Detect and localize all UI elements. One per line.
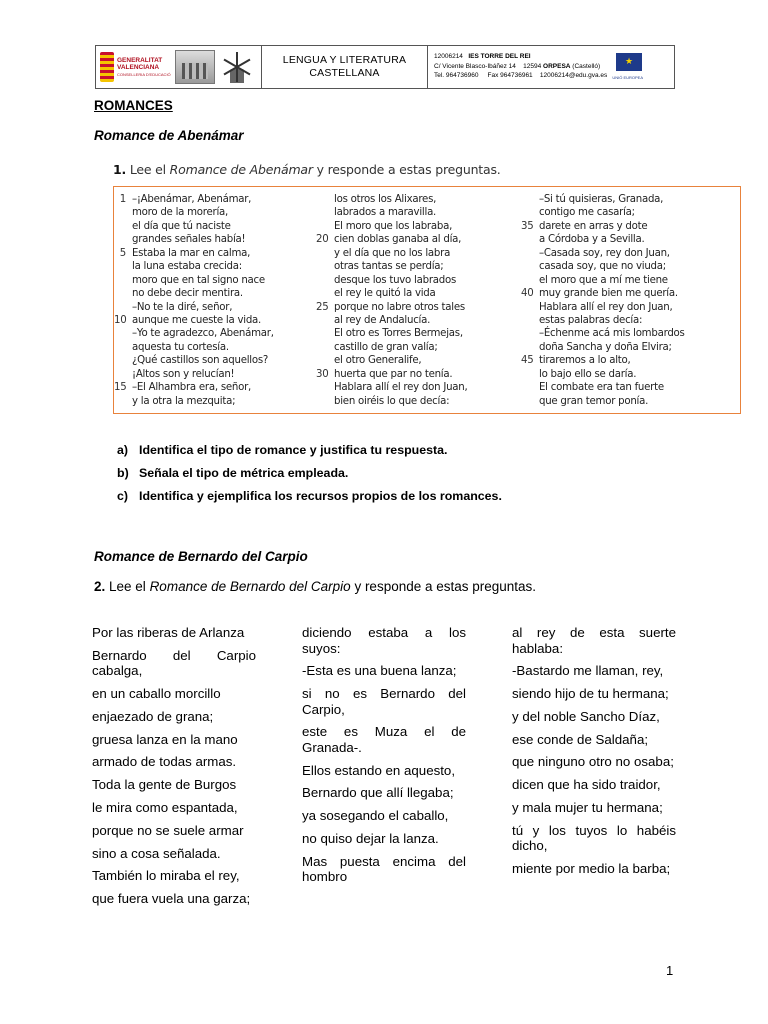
poem-verse: gruesa lanza en la mano: [92, 731, 238, 747]
line-text: el otro Generalife,: [334, 355, 422, 367]
city: ORPESA: [543, 62, 571, 70]
subject-title-line2: CASTELLANA: [309, 67, 380, 79]
poem-verse: si no es Bernardo del Carpio,: [302, 686, 466, 717]
line-number: 45: [521, 355, 534, 367]
line-number: [521, 193, 539, 206]
poem-verse: Toda la gente de Burgos: [92, 777, 237, 793]
question-2-intro: [94, 579, 536, 594]
poem-column-1: [114, 193, 274, 408]
line-number: 5: [119, 247, 126, 259]
poem-verse: Mas puesta encima del hombro: [302, 853, 466, 885]
line-number: [521, 341, 539, 354]
document-header: [95, 45, 675, 89]
question-list: [117, 443, 502, 512]
line-number: [316, 260, 334, 273]
line-text: doña Sancha y doña Elvira;: [539, 341, 672, 353]
line-number: 35: [521, 220, 534, 232]
q2-title: Romance de Bernardo del Carpio: [149, 579, 351, 594]
question-letter: a): [117, 443, 129, 457]
poem-verse: Bernardo que allí llegaba;: [302, 785, 454, 801]
question-text: Señala el tipo de métrica empleada.: [139, 466, 349, 480]
line-number: [114, 395, 132, 408]
poem-verse: no quiso dejar la lanza.: [302, 831, 439, 847]
line-text: los otros los Alixares,: [334, 194, 437, 205]
line-number: [521, 368, 539, 381]
line-text: que gran temor ponía.: [539, 395, 649, 407]
poem-line: [521, 327, 685, 340]
poem-line: [316, 327, 467, 340]
line-number: [521, 233, 539, 246]
poem-line: [521, 395, 685, 408]
line-number: [521, 206, 539, 219]
poem-verse: -Esta es una buena lanza;: [302, 663, 457, 679]
poem-line: [316, 341, 467, 354]
line-text: muy grande bien me quería.: [539, 288, 678, 300]
school-name: IES TORRE DEL REI: [468, 53, 531, 60]
line-number: [316, 314, 334, 327]
poem-line: [114, 233, 274, 246]
school-code: 12006214: [434, 53, 463, 60]
school-info: [428, 46, 674, 88]
line-text: moro que en tal signo nace: [132, 274, 265, 286]
poem-abenamar-box: [113, 186, 741, 414]
poem-line: [316, 301, 467, 314]
poem2-column-1: [92, 625, 256, 914]
line-number: [521, 314, 539, 327]
poem-line: [114, 193, 274, 206]
poem-line: [521, 381, 685, 394]
line-text: el moro que a mí me tiene: [539, 274, 668, 286]
poem-line: [521, 247, 685, 260]
q1-title: Romance de Abenámar: [169, 162, 313, 177]
poem-line: [316, 354, 467, 367]
line-text: casada soy, que no viuda;: [539, 261, 666, 273]
line-text: huerta que par no tenía.: [334, 368, 453, 380]
subject-title: [262, 46, 428, 88]
poem-line: [316, 395, 467, 408]
poem-line: [521, 260, 685, 273]
line-text: tiraremos a lo alto,: [539, 355, 631, 367]
poem-verse: este es Muza el de Granada-.: [302, 724, 466, 755]
line-number: 15: [114, 382, 127, 394]
line-text: grandes señales había!: [132, 234, 246, 246]
poem-verse: al rey de esta suerte hablaba:: [512, 625, 676, 656]
poem-line: [114, 314, 274, 327]
q1-pre: Lee el: [126, 162, 170, 177]
line-text: la luna estaba crecida:: [132, 261, 242, 273]
poem-verse: en un caballo morcillo: [92, 686, 221, 702]
poem-line: [316, 206, 467, 219]
line-text: lo bajo ello se daría.: [539, 368, 637, 380]
line-text: castillo de gran valía;: [334, 341, 438, 353]
poem-verse: y mala mujer tu hermana;: [512, 800, 663, 816]
line-number: [316, 193, 334, 206]
poem-line: [521, 341, 685, 354]
poem-verse: porque no se suele armar: [92, 822, 244, 838]
line-text: Estaba la mar en calma,: [132, 247, 251, 259]
q2-pre: Lee el: [105, 579, 150, 594]
line-number: 10: [114, 314, 127, 326]
question-1-number: 1.: [113, 162, 127, 177]
line-number: [316, 206, 334, 219]
line-text: –¡Abenámar, Abenámar,: [132, 194, 252, 205]
question-letter: b): [117, 466, 129, 480]
poem-line: [316, 274, 467, 287]
line-number: [316, 287, 334, 300]
gv-sub: CONSELLERIA D'EDUCACIÓ: [117, 71, 171, 77]
line-number: [114, 368, 132, 381]
line-text: –Casada soy, rey don Juan,: [539, 247, 670, 259]
line-text: –El Alhambra era, señor,: [132, 382, 252, 394]
line-text: labrados a maravilla.: [334, 207, 437, 219]
poem-line: [114, 368, 274, 381]
subject-title-line1: LENGUA Y LITERATURA: [282, 54, 407, 66]
line-text: ¡Altos son y relucían!: [132, 368, 235, 380]
line-number: 1: [119, 194, 126, 205]
line-number: [114, 287, 132, 300]
line-number: [316, 341, 334, 354]
gv-line2: VALENCIANA: [117, 63, 160, 71]
line-text: cien doblas ganaba al día,: [334, 234, 462, 246]
poem-verse: que ninguno otro no osaba;: [512, 754, 674, 770]
line-number: [114, 233, 132, 246]
line-text: El combate era tan fuerte: [539, 382, 664, 394]
line-text: al rey de Andalucía.: [334, 314, 431, 326]
line-number: [521, 274, 539, 287]
eu-caption: UNIÓ EUROPEA: [612, 75, 643, 80]
line-text: darete en arras y dote: [539, 220, 648, 232]
poem2-column-3: [512, 625, 676, 884]
q2-post: y responde a estas preguntas.: [350, 579, 537, 594]
line-text: a Córdoba y a Sevilla.: [539, 234, 645, 246]
line-number: 20: [316, 234, 329, 246]
poem-verse: enjaezado de grana;: [92, 708, 214, 724]
poem-verse: le mira como espantada,: [92, 800, 238, 816]
poem-verse: ese conde de Saldaña;: [512, 731, 649, 747]
poem-line: [316, 368, 467, 381]
line-number: [521, 327, 539, 340]
line-text: bien oiréis lo que decía:: [334, 395, 450, 407]
poem-line: [114, 381, 274, 394]
poem-line: [114, 274, 274, 287]
line-number: [316, 381, 334, 394]
section-title: ROMANCES: [94, 98, 173, 113]
line-number: [521, 381, 539, 394]
line-number: [316, 220, 334, 233]
telephone: Tel. 964736960: [434, 72, 479, 79]
poem-line: [521, 301, 685, 314]
line-number: [521, 301, 539, 314]
poem2-column-2: [302, 625, 466, 892]
poem-line: [521, 314, 685, 327]
poem-line: [521, 287, 685, 300]
line-text: no debe decir mentira.: [132, 288, 243, 300]
q1-post: y responde a estas preguntas.: [312, 162, 501, 177]
poem-verse: armado de todas armas.: [92, 754, 237, 770]
gv-line1: GENERALITAT: [117, 56, 163, 64]
line-text: aquesta tu cortesía.: [132, 341, 229, 353]
poem-line: [316, 287, 467, 300]
poem-line: [521, 274, 685, 287]
eu-fund-logo-icon: [646, 54, 670, 72]
email: 12006214@edu.gva.es: [539, 72, 608, 79]
poem-verse: sino a cosa señalada.: [92, 845, 221, 861]
line-text: el día que tú naciste: [132, 220, 231, 232]
line-number: 25: [316, 301, 329, 313]
poem-line: [521, 233, 685, 246]
poem-line: [521, 220, 685, 233]
question-2-number: 2.: [94, 579, 106, 594]
poem-line: [521, 368, 685, 381]
poem-verse: y del noble Sancho Díaz,: [512, 708, 660, 724]
line-number: [521, 260, 539, 273]
fax: Fax 964736961: [487, 72, 533, 79]
poem-verse: Por las riberas de Arlanza: [92, 625, 245, 640]
line-number: [114, 301, 132, 314]
line-text: y el día que no los labra: [334, 247, 451, 259]
poem-line: [316, 314, 467, 327]
poem-verse: Ellos estando en aquesto,: [302, 762, 456, 778]
line-text: –Yo te agradezco, Abenámar,: [132, 328, 274, 340]
question-letter: c): [117, 489, 129, 503]
poem-line: [114, 287, 274, 300]
line-text: Hablara allí el rey don Juan,: [334, 382, 468, 394]
generalitat-emblem-icon: [100, 52, 114, 82]
question-item: [117, 466, 502, 489]
eu-flag-icon: ★: [616, 53, 642, 71]
line-text: desque los tuvo labrados: [334, 274, 457, 286]
subtitle-abenamar: Romance de Abenámar: [94, 128, 244, 143]
poem-verse: Bernardo del Carpio cabalga,: [92, 647, 256, 679]
line-text: –Si tú quisieras, Granada,: [539, 194, 664, 205]
poem-line: [316, 233, 467, 246]
line-text: moro de la morería,: [132, 207, 229, 219]
poem-line: [316, 193, 467, 206]
poem-line: [114, 395, 274, 408]
poem-line: [114, 301, 274, 314]
poem-line: [114, 260, 274, 273]
header-logos: [96, 46, 262, 88]
line-number: [316, 247, 334, 260]
line-text: otras tantas se perdía;: [334, 261, 444, 273]
poem-column-3: [521, 193, 685, 408]
line-text: El otro es Torres Bermejas,: [334, 328, 463, 340]
line-number: [114, 354, 132, 367]
line-number: [316, 274, 334, 287]
line-number: [316, 327, 334, 340]
line-text: estas palabras decía:: [539, 314, 643, 326]
poem-verse: que fuera vuela una garza;: [92, 891, 251, 907]
subtitle-bernardo: Romance de Bernardo del Carpio: [94, 549, 308, 564]
poem-line: [521, 206, 685, 219]
line-text: El moro que los labraba,: [334, 220, 453, 232]
poem-line: [316, 247, 467, 260]
line-number: [114, 341, 132, 354]
line-text: el rey le quitó la vida: [334, 288, 436, 300]
line-text: Hablara allí el rey don Juan,: [539, 301, 673, 313]
line-number: [316, 395, 334, 408]
line-number: [521, 395, 539, 408]
line-text: –Échenme acá mis lombardos: [539, 328, 685, 340]
line-number: [316, 354, 334, 367]
line-number: [521, 247, 539, 260]
line-text: contigo me casaría;: [539, 207, 635, 219]
question-item: [117, 489, 502, 512]
line-number: [114, 327, 132, 340]
poem-line: [521, 354, 685, 367]
line-number: 40: [521, 288, 534, 300]
generalitat-logo: [100, 52, 171, 82]
poem-line: [521, 193, 685, 206]
poem-verse: ya sosegando el caballo,: [302, 808, 449, 824]
poem-line: [114, 341, 274, 354]
poem-verse: dicen que ha sido traidor,: [512, 777, 661, 793]
poem-line: [114, 354, 274, 367]
poem-column-2: [316, 193, 467, 408]
line-number: [114, 260, 132, 273]
line-text: ¿Qué castillos son aquellos?: [132, 355, 269, 367]
province: (Castelló): [572, 62, 601, 70]
poem-line: [114, 327, 274, 340]
poem-verse: -Bastardo me llaman, rey,: [512, 663, 664, 679]
line-number: [114, 274, 132, 287]
question-text: Identifica y ejemplifica los recursos propios de los romances.: [139, 489, 502, 503]
poem-line: [114, 220, 274, 233]
poem-line: [114, 247, 274, 260]
school-address: C/ Vicente Blasco-Ibáñez 14: [434, 62, 516, 70]
line-text: aunque me cueste la vida.: [132, 314, 262, 326]
poem-line: [114, 206, 274, 219]
page-number: 1: [666, 963, 674, 978]
line-number: [114, 206, 132, 219]
windmill-logo-icon: [219, 50, 255, 84]
poem-line: [316, 220, 467, 233]
poem-verse: miente por medio la barba;: [512, 861, 671, 877]
poem-verse: También lo miraba el rey,: [92, 868, 240, 884]
line-text: porque no labre otros tales: [334, 301, 465, 313]
school-building-image: [175, 50, 215, 84]
question-item: [117, 443, 502, 466]
question-1-intro: [113, 162, 501, 177]
line-text: –No te la diré, señor,: [132, 301, 233, 313]
question-text: Identifica el tipo de romance y justifica tu respuesta.: [139, 443, 448, 457]
poem-line: [316, 381, 467, 394]
poem-verse: tú y los tuyos lo habéis dicho,: [512, 822, 676, 854]
postal-code: 12594: [523, 62, 542, 70]
line-text: y la otra la mezquita;: [132, 395, 236, 407]
line-number: 30: [316, 368, 329, 380]
poem-verse: diciendo estaba a los suyos:: [302, 625, 466, 656]
poem-verse: siendo hijo de tu hermana;: [512, 686, 669, 702]
poem-line: [316, 260, 467, 273]
line-number: [114, 220, 132, 233]
